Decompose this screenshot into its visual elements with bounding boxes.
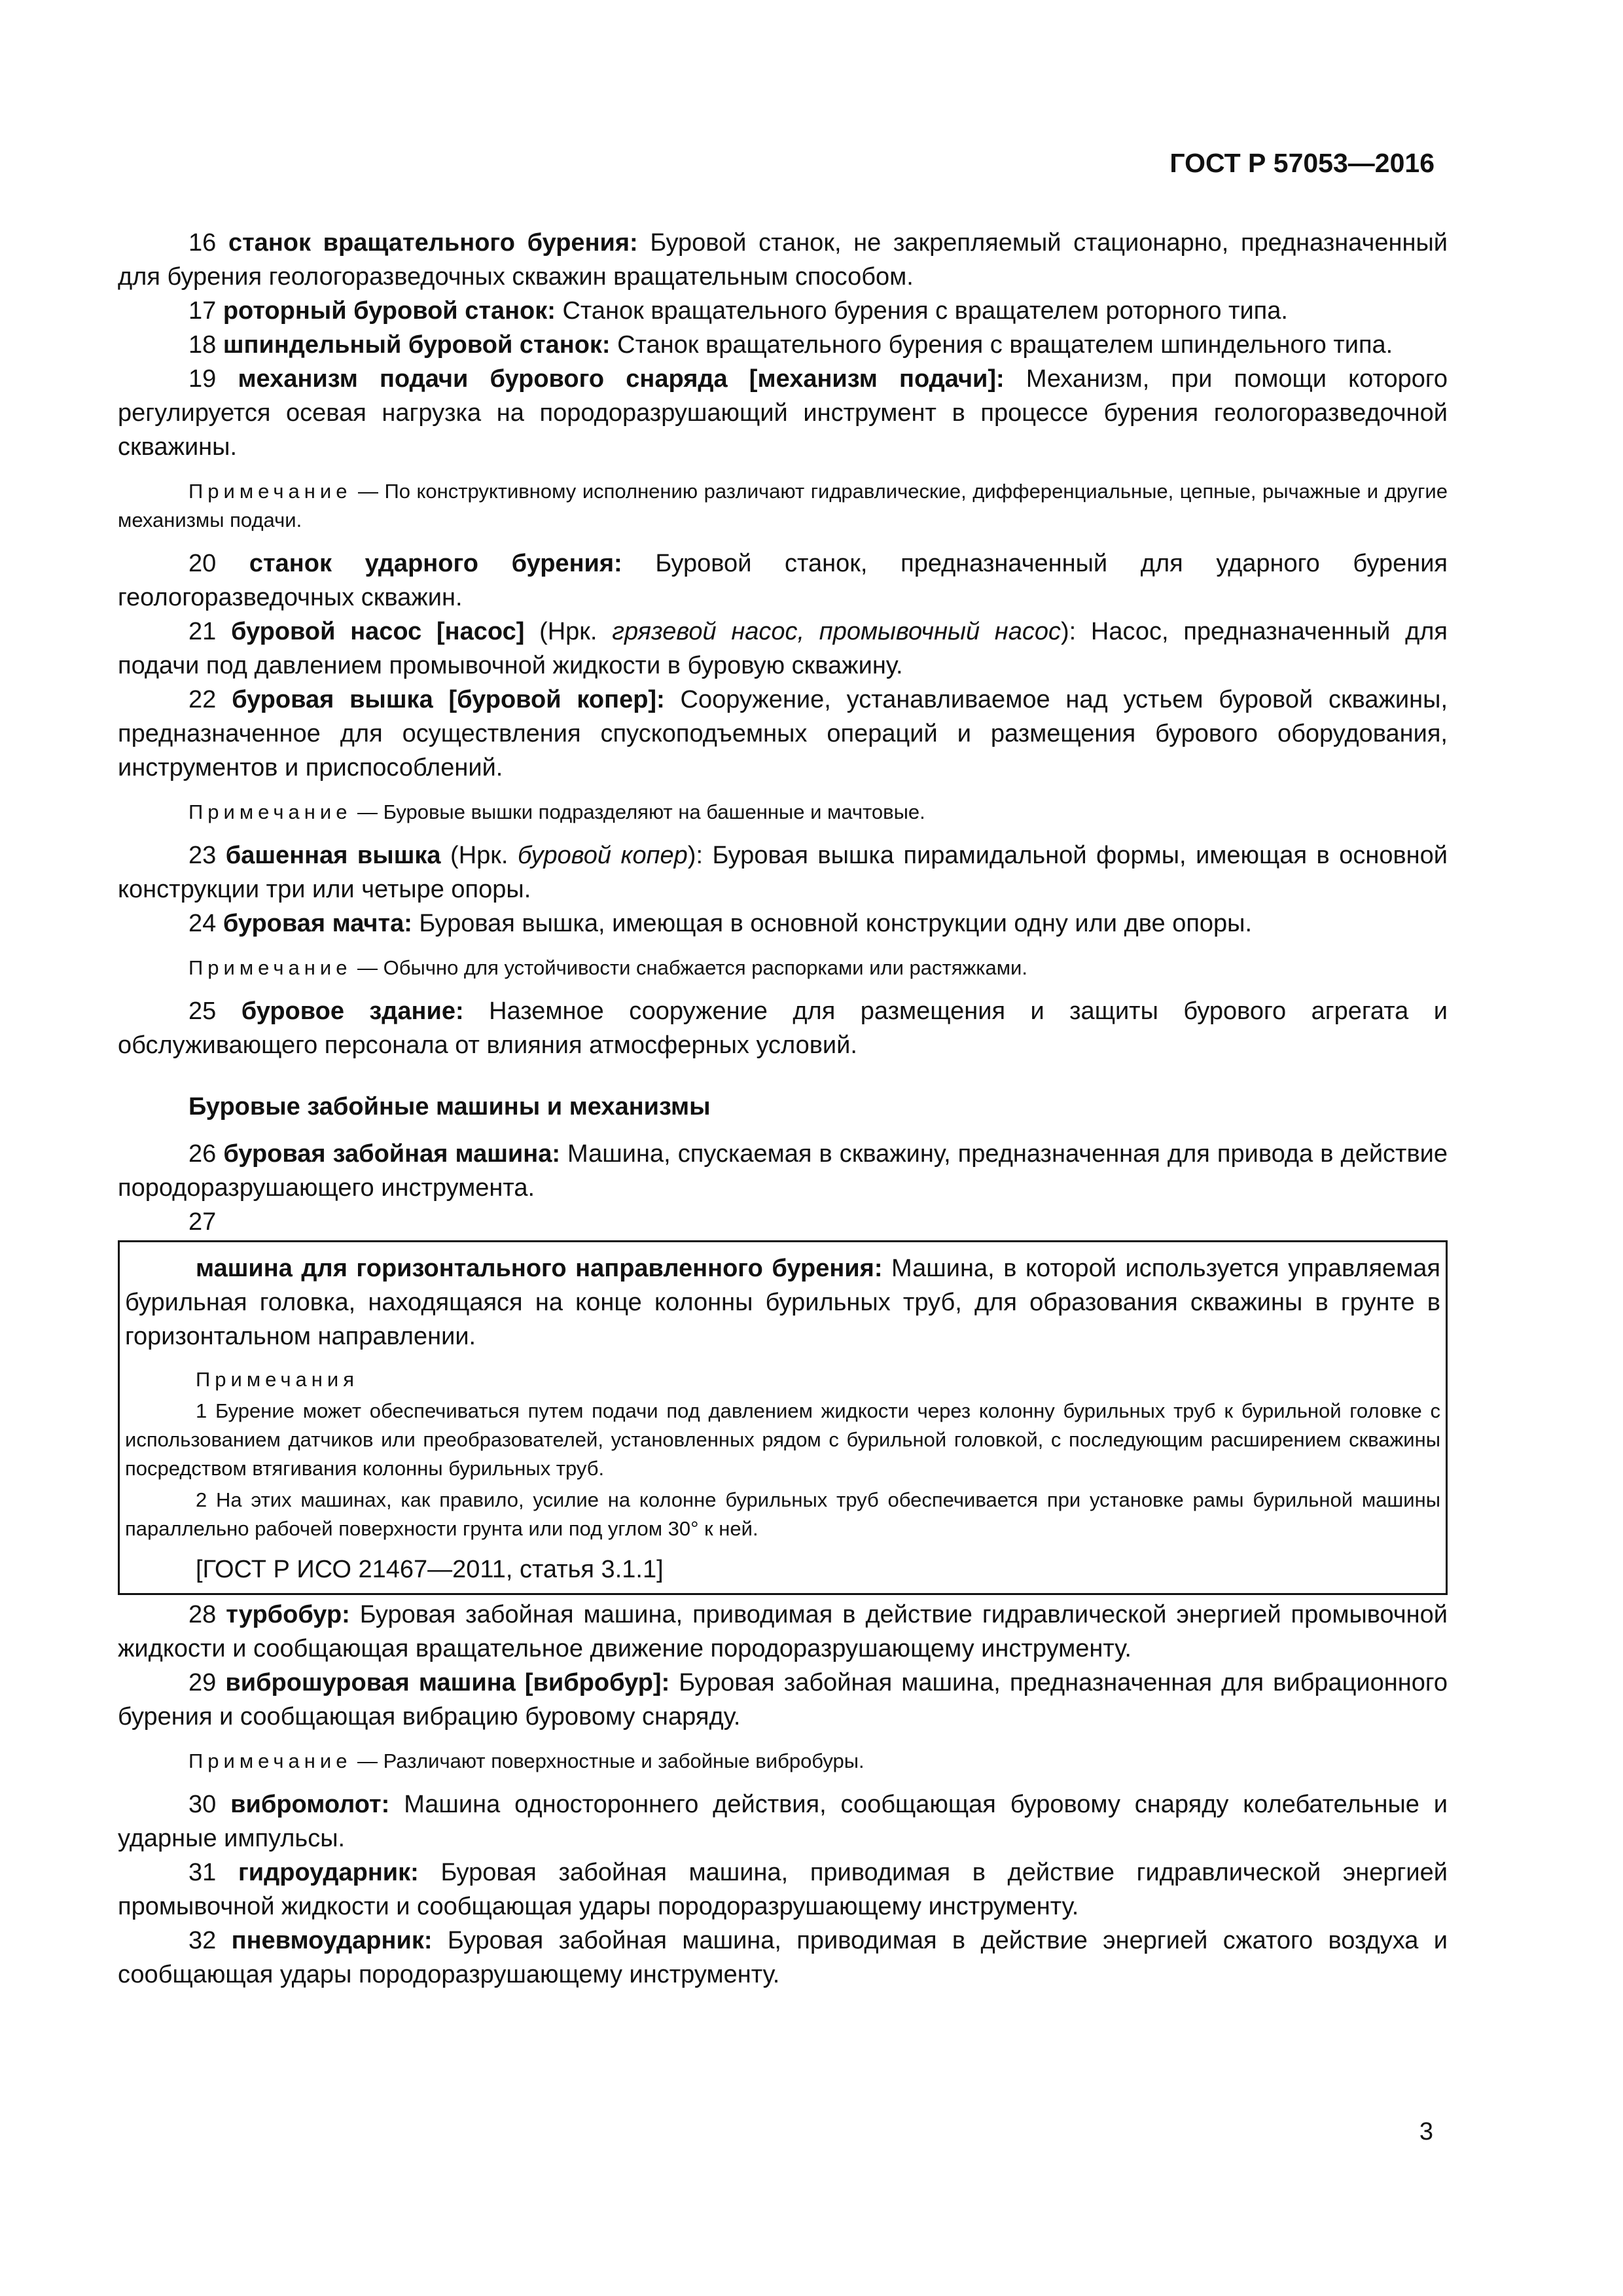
term-definition: Сооружение, устанавливаемое над устьем буровой скважины, предназначенное для осуществления спускоподъемных операций и размещения бурового оборудования, инструментов и приспособлений. xyxy=(118,686,1448,781)
document-body xyxy=(118,226,1448,1992)
term-number: 25 xyxy=(188,997,217,1025)
note-label: Примечание xyxy=(188,956,352,979)
term-26 xyxy=(118,1137,1448,1205)
term-28 xyxy=(118,1598,1448,1666)
term-title: гидроударник: xyxy=(238,1859,419,1886)
page-number: 3 xyxy=(1419,2118,1433,2145)
term-22 xyxy=(118,683,1448,785)
term-24 xyxy=(118,906,1448,941)
term-21 xyxy=(118,615,1448,683)
term-number: 26 xyxy=(188,1140,217,1168)
term-title: станок вращательного бурения: xyxy=(228,229,638,257)
term-definition: ): Насос, предназначенный для подачи под давлением промывочной жидкости в буровую скважину. xyxy=(118,618,1448,679)
term-27-box xyxy=(118,1240,1448,1595)
note-text: — По конструктивному исполнению различают гидравлические, дифференциальные, цепные, рычажные и другие механизмы подачи. xyxy=(118,480,1448,531)
term-title: станок ударного бурения: xyxy=(249,550,622,577)
nonrecommended-prefix: (Нрк. xyxy=(524,618,613,645)
note-27-1: 1 Бурение может обеспечиваться путем подачи под давлением жидкости через колонну бурильных труб к бурильной головке с использованием датчиков или преобразователей, установленных рядом с бурильной головкой, с последующим расширением скважины посредством втягивания колонны бурильных труб. xyxy=(125,1399,1440,1480)
term-definition: Буровая вышка, имеющая в основной конструкции одну или две опоры. xyxy=(412,910,1253,937)
term-number: 24 xyxy=(188,910,217,937)
term-definition: Механизм, при помощи которого регулируется осевая нагрузка на породоразрушающий инструмент в процессе бурения геологоразведочной скважины. xyxy=(118,365,1448,461)
note-24 xyxy=(118,954,1448,982)
term-17 xyxy=(118,294,1448,328)
term-title: буровой насос [насос] xyxy=(231,618,525,645)
term-number: 23 xyxy=(188,842,217,869)
source-reference: [ГОСТ Р ИСО 21467—2011, статья 3.1.1] xyxy=(196,1556,664,1583)
term-29 xyxy=(118,1666,1448,1734)
notes-title: Примечания xyxy=(196,1368,359,1391)
term-definition: Буровой станок, не закрепляемый стационарно, предназначенный для бурения геологоразведочных скважин вращательным способом. xyxy=(118,229,1448,291)
term-title: роторный буровой станок: xyxy=(223,297,556,325)
note-19 xyxy=(118,477,1448,535)
nonrecommended-term: буровой копер xyxy=(517,842,688,869)
term-title: шпиндельный буровой станок: xyxy=(223,331,611,359)
note-29 xyxy=(118,1747,1448,1776)
term-number: 20 xyxy=(188,550,217,577)
term-definition: Буровая забойная машина, приводимая в действие энергией сжатого воздуха и сообщающая удары породоразрушающему инструменту. xyxy=(118,1927,1448,1988)
term-definition: ): Буровая вышка пирамидальной формы, имеющая в основной конструкции три или четыре опоры. xyxy=(118,842,1448,903)
term-27-number: 27 xyxy=(188,1208,217,1236)
term-number: 17 xyxy=(188,297,217,325)
nonrecommended-term: грязевой насос, промывочный насос xyxy=(612,618,1061,645)
term-definition: Буровая забойная машина, приводимая в действие гидравлической энергией промывочной жидкости и сообщающая удары породоразрушающему инструменту. xyxy=(118,1859,1448,1920)
term-number: 32 xyxy=(188,1927,217,1954)
term-title: буровая вышка [буровой копер]: xyxy=(232,686,665,713)
standard-header: ГОСТ Р 57053—2016 xyxy=(1169,148,1435,178)
note-27-2: 2 На этих машинах, как правило, усилие на колонне бурильных труб обеспечивается при установке рамы бурильной машины параллельно рабочей поверхности грунта или под углом 30° к ней. xyxy=(125,1488,1440,1540)
term-16 xyxy=(118,226,1448,294)
term-title: башенная вышка xyxy=(225,842,441,869)
note-label: Примечание xyxy=(188,1749,352,1772)
note-22 xyxy=(118,798,1448,827)
note-label: Примечание xyxy=(188,480,352,503)
term-number: 29 xyxy=(188,1669,217,1696)
term-number: 16 xyxy=(188,229,217,257)
term-19 xyxy=(118,362,1448,464)
term-title: турбобур: xyxy=(226,1601,350,1628)
note-text: — Обычно для устойчивости снабжается распорками или растяжками. xyxy=(351,956,1027,979)
term-number: 18 xyxy=(188,331,217,359)
term-32 xyxy=(118,1924,1448,1992)
term-27 xyxy=(125,1251,1440,1354)
term-18 xyxy=(118,328,1448,362)
term-definition: Станок вращательного бурения с вращателем роторного типа. xyxy=(555,297,1288,325)
term-title: механизм подачи бурового снаряда [механизм подачи]: xyxy=(238,365,1005,393)
term-number: 21 xyxy=(188,618,217,645)
term-title: виброшуровая машина [вибробур]: xyxy=(225,1669,670,1696)
term-number: 30 xyxy=(188,1791,217,1818)
note-label: Примечание xyxy=(188,800,352,823)
term-definition: Наземное сооружение для размещения и защиты бурового агрегата и обслуживающего персонала от влияния атмосферных условий. xyxy=(118,997,1448,1059)
term-number: 31 xyxy=(188,1859,217,1886)
term-31 xyxy=(118,1856,1448,1924)
term-definition: Буровая забойная машина, предназначенная для вибрационного бурения и сообщающая вибрацию буровому снаряду. xyxy=(118,1669,1448,1731)
term-30 xyxy=(118,1787,1448,1856)
note-text: — Буровые вышки подразделяют на башенные и мачтовые. xyxy=(351,800,925,823)
term-title: буровая мачта: xyxy=(223,910,412,937)
term-title: буровая забойная машина: xyxy=(223,1140,560,1168)
term-definition: Буровая забойная машина, приводимая в действие гидравлической энергией промывочной жидкости и сообщающая вращательное движение породоразрушающему инструменту. xyxy=(118,1601,1448,1662)
nonrecommended-prefix: (Нрк. xyxy=(440,842,518,869)
note-text: — Различают поверхностные и забойные вибробуры. xyxy=(351,1749,865,1772)
term-25 xyxy=(118,994,1448,1062)
term-number: 19 xyxy=(188,365,217,393)
section-heading: Буровые забойные машины и механизмы xyxy=(188,1093,711,1121)
term-title: буровое здание: xyxy=(241,997,464,1025)
term-definition: Станок вращательного бурения с вращателем шпиндельного типа. xyxy=(610,331,1393,359)
term-23 xyxy=(118,838,1448,906)
term-title: машина для горизонтального направленного бурения: xyxy=(196,1255,883,1282)
term-definition: Машина, в которой используется управляемая бурильная головка, находящаяся на конце колонны бурильных труб, для образования скважины в грунте в горизонтальном направлении. xyxy=(125,1255,1441,1350)
term-title: пневмоударник: xyxy=(231,1927,433,1954)
term-number: 22 xyxy=(188,686,217,713)
term-definition: Машина, спускаемая в скважину, предназначенная для привода в действие породоразрушающего инструмента. xyxy=(118,1140,1448,1202)
term-definition: Буровой станок, предназначенный для ударного бурения геологоразведочных скважин. xyxy=(118,550,1448,611)
term-title: вибромолот: xyxy=(230,1791,390,1818)
term-number: 28 xyxy=(188,1601,217,1628)
term-definition: Машина одностороннего действия, сообщающая буровому снаряду колебательные и ударные импульсы. xyxy=(118,1791,1448,1852)
term-20 xyxy=(118,547,1448,615)
